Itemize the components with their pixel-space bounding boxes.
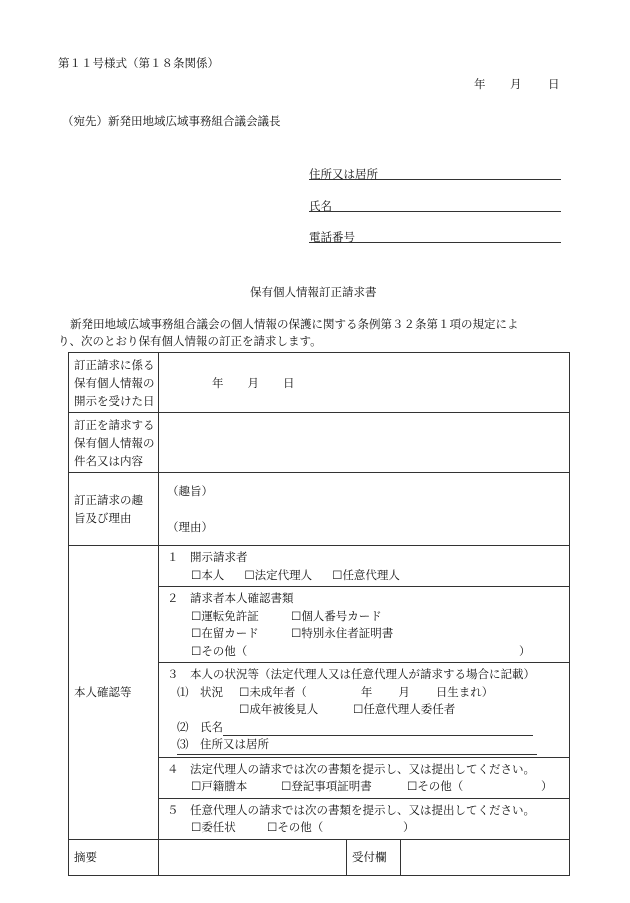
intro-line-2: り、次のとおり保有個人情報の訂正を請求します。 [58, 334, 322, 348]
phone-field[interactable] [309, 228, 561, 243]
voluntary-other-close: ） [403, 820, 415, 834]
checkbox-minor[interactable]: ☐ 未成年者（ [239, 685, 307, 699]
requester-title: １ 開示請求者 [167, 550, 248, 564]
disclosure-year: 年 [212, 375, 224, 390]
subject-label: 訂正を請求する 保有個人情報の 件名又は内容 [69, 413, 159, 473]
principal-address-field[interactable] [177, 736, 537, 755]
date-year: 年 [474, 77, 486, 91]
address-label: 住所又は居所 [309, 167, 378, 181]
minor-birth-year: 年 [360, 684, 373, 699]
principal-address-label: ⑶ 住所又は居所 [177, 737, 269, 751]
section-legal-agent-docs [159, 758, 569, 799]
row-subject [69, 413, 570, 473]
row-summary [69, 839, 570, 875]
voluntary-agent-docs-title: ５ 任意代理人の請求では次の書類を提示し、又は提出してください。 [167, 802, 535, 817]
row-disclosure-date [69, 353, 570, 413]
reason-text-label: （理由） [167, 520, 213, 534]
checkbox-my-number-card[interactable]: ☐ 個人番号カード [291, 609, 382, 623]
form-number: 第１１号様式（第１８条関係） [58, 56, 219, 70]
other-document-close: ） [519, 643, 531, 658]
row-reason [69, 473, 570, 546]
checkbox-voluntary-other[interactable]: ☐ その他（ [267, 819, 403, 837]
principal-status-title: ３ 本人の状況等（法定代理人又は任意代理人が請求する場合に記載） [167, 667, 535, 681]
checkbox-delegator[interactable]: ☐ 任意代理人委任者 [353, 702, 455, 716]
identity-cell [159, 546, 570, 840]
section-principal-status [159, 663, 569, 758]
section-id-documents [159, 587, 569, 663]
reason-cell[interactable] [159, 473, 570, 546]
status-label: ⑴ 状況 [177, 684, 223, 699]
intro-line-1: 新発田地域広域事務組合議会の個人情報の保護に関する条例第３２条第１項の規定によ [70, 317, 519, 331]
legal-agent-docs-title: ４ 法定代理人の請求では次の書類を提示し、又は提出してください。 [167, 761, 535, 776]
checkbox-legal-agent[interactable]: ☐ 法定代理人 [244, 568, 312, 582]
checkbox-power-of-attorney[interactable]: ☐ 委任状 [191, 819, 267, 837]
reason-label: 訂正請求の趣 旨及び理由 [69, 473, 159, 546]
minor-birth-day: 日生まれ） [435, 684, 494, 699]
disclosure-month: 月 [247, 375, 259, 390]
summary-cell[interactable] [159, 839, 347, 875]
principal-name-label: ⑵ 氏名 [177, 719, 223, 734]
checkbox-other-document[interactable]: ☐ その他（ [191, 643, 519, 661]
principal-name-field[interactable] [223, 721, 533, 736]
checkbox-registry-certificate[interactable]: ☐ 登記事項証明書 [281, 778, 407, 796]
checkbox-voluntary-agent[interactable]: ☐ 任意代理人 [332, 568, 400, 582]
summary-label: 摘要 [69, 839, 159, 875]
phone-label: 電話番号 [309, 230, 355, 244]
subject-cell[interactable] [159, 413, 570, 473]
legal-other-close: ） [541, 779, 553, 793]
checkbox-adult-ward[interactable]: ☐ 成年被後見人 [239, 701, 353, 719]
intro-paragraph [58, 316, 576, 333]
checkbox-family-register[interactable]: ☐ 戸籍謄本 [191, 778, 281, 796]
minor-birth-month: 月 [398, 684, 410, 699]
checkbox-legal-other[interactable]: ☐ その他（ [407, 778, 541, 796]
name-label: 氏名 [309, 199, 332, 213]
date-month: 月 [510, 77, 522, 91]
document-title: 保有個人情報訂正請求書 [250, 285, 377, 299]
addressee: （宛先）新発田地域広域事務組合議会議長 [62, 114, 281, 128]
id-documents-title: ２ 請求者本人確認書類 [167, 591, 294, 605]
date-day: 日 [548, 77, 560, 91]
reception-cell[interactable] [401, 839, 570, 875]
name-field[interactable] [309, 197, 561, 212]
checkbox-residence-card[interactable]: ☐ 在留カード [191, 625, 291, 643]
reception-label: 受付欄 [347, 839, 401, 875]
checkbox-self[interactable]: ☐ 本人 [191, 568, 224, 582]
section-voluntary-agent-docs [159, 799, 569, 839]
identity-label: 本人確認等 [69, 546, 159, 840]
disclosure-date-cell[interactable] [159, 353, 570, 413]
address-field[interactable] [309, 165, 561, 180]
gist-label: （趣旨） [167, 484, 213, 498]
checkbox-drivers-license[interactable]: ☐ 運転免許証 [191, 608, 291, 626]
section-requester [159, 546, 569, 587]
row-identity [69, 546, 570, 840]
disclosure-day: 日 [283, 375, 295, 390]
checkbox-special-permanent[interactable]: ☐ 特別永住者証明書 [291, 626, 393, 640]
disclosure-date-label: 訂正請求に係る 保有個人情報の 開示を受けた日 [69, 353, 159, 413]
request-table [68, 352, 570, 876]
